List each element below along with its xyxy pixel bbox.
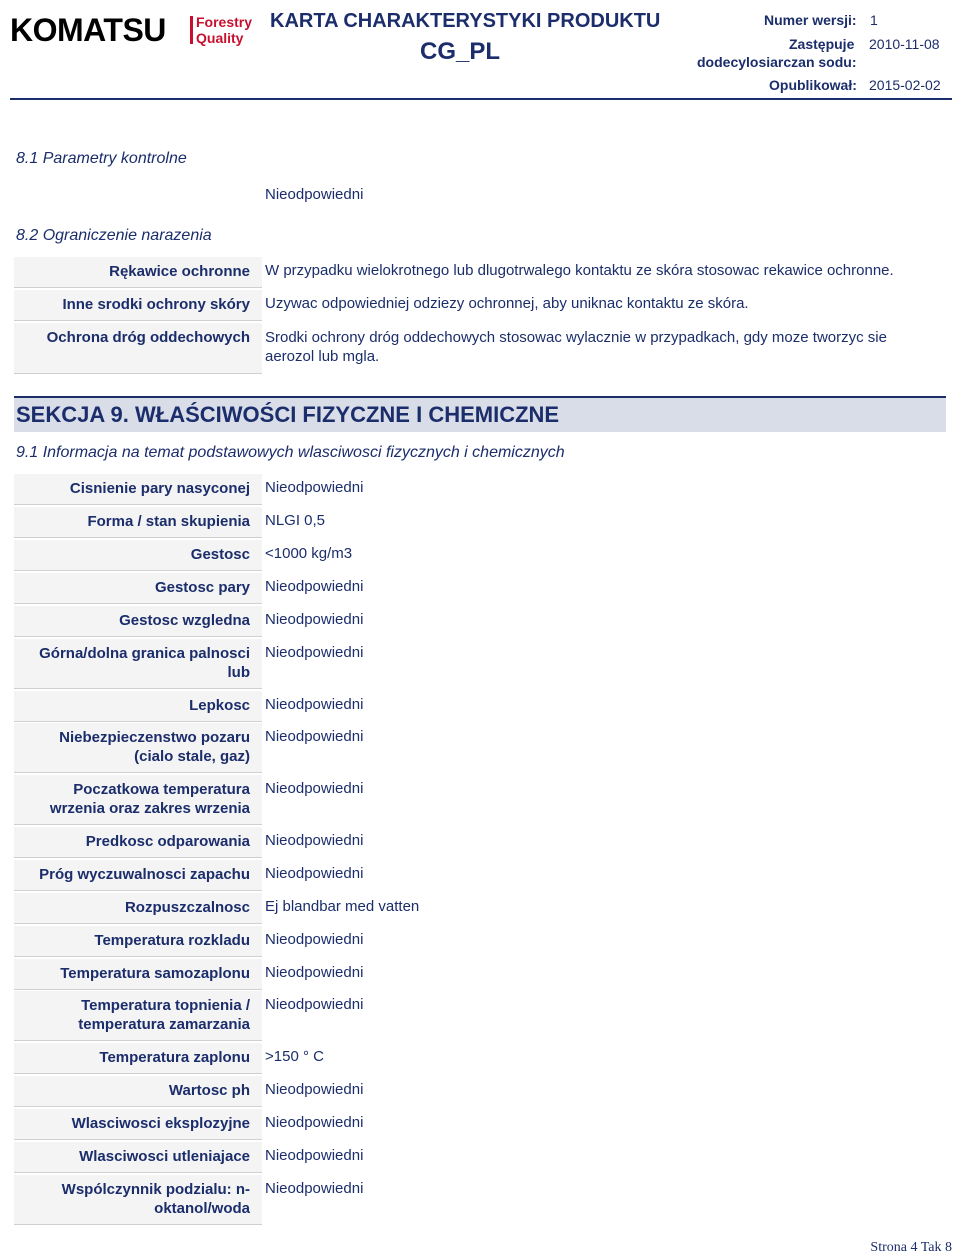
property-value: Nieodpowiedni [265, 931, 364, 948]
property-value: Nieodpowiedni [265, 696, 364, 713]
property-label: Lepkosc [189, 697, 250, 714]
published-label: Opublikował: [769, 77, 857, 93]
property-label: Rozpuszczalnosc [124, 899, 250, 916]
protection-skin-label: Inne srodki ochrony skóry [62, 296, 250, 313]
heading-8-2: 8.2 Ograniczenie narazenia [16, 227, 212, 244]
property-label: Poczatkowa temperatura wrzenia oraz zakres wrzenia [49, 781, 250, 817]
property-value: >150 ° C [265, 1048, 324, 1065]
protection-respiratory-label: Ochrona dróg oddechowych [46, 329, 250, 346]
property-label: Wlasciwosci utleniajace [79, 1148, 250, 1165]
section-9-title: SEKCJA 9. WŁAŚCIWOŚCI FIZYCZNE I CHEMICZNE [16, 402, 560, 427]
protection-gloves-label: Rękawice ochronne [109, 263, 250, 280]
property-value: Nieodpowiedni [265, 1147, 364, 1164]
replaces-value: 2010-11-08 [869, 36, 940, 52]
property-label: Wartosc ph [168, 1082, 250, 1099]
property-label: Forma / stan skupienia [87, 513, 250, 530]
property-label: Temperatura samozaplonu [60, 965, 250, 982]
property-value: Nieodpowiedni [265, 780, 364, 797]
komatsu-logo: KOMATSU [10, 12, 166, 48]
property-label: Temperatura zaplonu [99, 1049, 250, 1066]
property-value: Nieodpowiedni [265, 1081, 364, 1098]
property-label: Górna/dolna granica palnosci lub [39, 645, 250, 681]
protection-skin-value: Uzywac odpowiedniej odziezy ochronnej, aby uniknac kontaktu ze skóra. [265, 295, 749, 312]
protection-gloves-value: W przypadku wielokrotnego lub dlugotrwalego kontaktu ze skóra stosowac rekawice ochronne. [265, 262, 894, 279]
property-label: Gestosc [190, 546, 250, 563]
property-value: Nieodpowiedni [265, 728, 364, 745]
property-value: Nieodpowiedni [265, 865, 364, 882]
property-value: Nieodpowiedni [265, 1114, 364, 1131]
property-value: Nieodpowiedni [265, 1180, 364, 1197]
property-value: NLGI 0,5 [265, 512, 326, 529]
document-title: KARTA CHARAKTERYSTYKI PRODUKTU [270, 10, 661, 32]
document-header [0, 0, 960, 100]
property-value: Nieodpowiedni [265, 832, 364, 849]
property-label: Próg wyczuwalnosci zapachu [39, 866, 250, 883]
logo-divider [190, 16, 193, 44]
property-label: Gestosc pary [154, 579, 250, 596]
property-value: Nieodpowiedni [265, 578, 364, 595]
property-value: <1000 kg/m3 [265, 545, 353, 562]
substance-name: dodecylosiarczan sodu: [697, 54, 857, 70]
property-label: Gestosc wzgledna [119, 612, 250, 629]
property-value: Nieodpowiedni [265, 996, 364, 1013]
version-value: 1 [870, 12, 878, 28]
page-number: Strona 4 Tak 8 [870, 1240, 952, 1255]
replaces-label: Zastępuje [789, 36, 855, 52]
property-label: Wlasciwosci eksplozyjne [71, 1115, 250, 1132]
version-label: Numer wersji: [764, 12, 857, 28]
value-8-1: Nieodpowiedni [265, 186, 364, 203]
property-label: Predkosc odparowania [85, 833, 250, 850]
property-label: Temperatura topnienia / temperatura zamarzania [78, 997, 250, 1033]
heading-9-1: 9.1 Informacja na temat podstawowych wlasciwosci fizycznych i chemicznych [16, 444, 565, 461]
property-value: Nieodpowiedni [265, 611, 364, 628]
property-label: Temperatura rozkladu [94, 932, 250, 949]
heading-8-1: 8.1 Parametry kontrolne [16, 150, 187, 167]
document-code: CG_PL [420, 38, 501, 65]
property-value: Nieodpowiedni [265, 964, 364, 981]
property-label: Wspólczynnik podzialu: n-oktanol/woda [61, 1181, 250, 1217]
forestry-quality-logo: Forestry Quality [196, 14, 253, 46]
property-label: Cisnienie pary nasyconej [69, 480, 250, 497]
header-rule [10, 98, 952, 100]
property-value: Nieodpowiedni [265, 479, 364, 496]
property-value: Nieodpowiedni [265, 644, 364, 661]
protection-respiratory-value: Srodki ochrony dróg oddechowych stosowac wylacznie w przypadkach, gdy moze tworzyc sie aerozol lub mgla. [265, 329, 887, 365]
property-label: Niebezpieczenstwo pozaru (cialo stale, gaz) [59, 729, 250, 765]
published-value: 2015-02-02 [869, 77, 941, 93]
property-value: Ej blandbar med vatten [265, 898, 420, 915]
